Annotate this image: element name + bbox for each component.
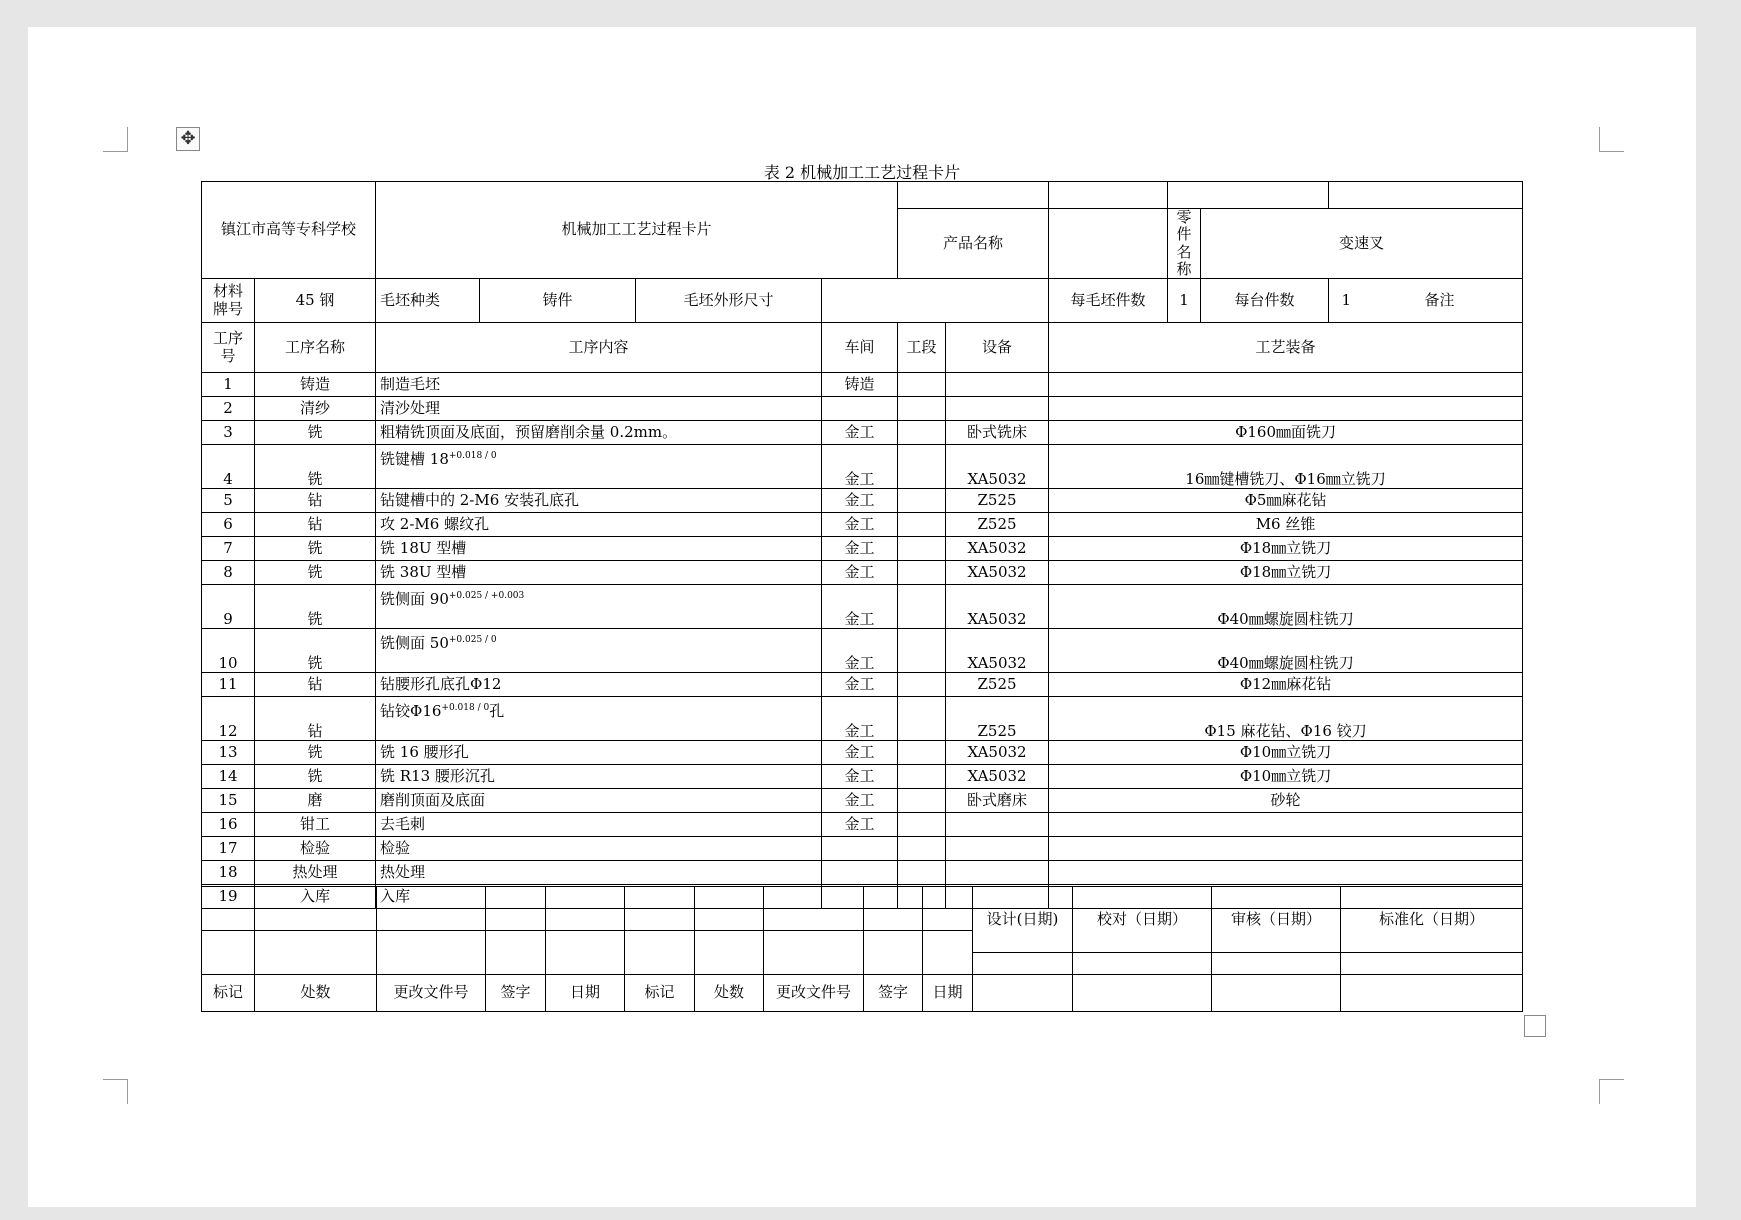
step-workshop: 金工 (822, 513, 898, 537)
step-section[interactable] (898, 421, 946, 445)
step-tooling: M6 丝锥 (1049, 513, 1523, 537)
table-row (202, 741, 1523, 765)
col-tooling-header: 工艺装备 (1049, 323, 1523, 373)
step-equipment (946, 373, 1049, 397)
step-equipment: XA5032 (946, 561, 1049, 585)
step-content-text: 入库 (380, 886, 411, 905)
step-equipment: 卧式铣床 (946, 421, 1049, 445)
step-content-text: 检验 (380, 838, 411, 857)
step-workshop: 金工 (822, 561, 898, 585)
col-seq-header: 工序号 (202, 323, 255, 373)
mark-label-2: 标记 (625, 975, 695, 1012)
step-content-text: 铣 R13 腰形沉孔 (380, 766, 495, 785)
process-card-table (201, 181, 1523, 909)
step-number: 17 (202, 837, 255, 861)
step-name: 钳工 (255, 813, 376, 837)
step-content-tail: 孔 (489, 702, 505, 720)
step-workshop: 金工 (822, 629, 898, 673)
part-name-label: 零件名称 (1168, 209, 1201, 279)
step-content-text: 铣键槽 18 (380, 450, 449, 468)
step-name: 铣 (255, 585, 376, 629)
table-row (202, 629, 1523, 673)
step-equipment (946, 861, 1049, 885)
step-section[interactable] (898, 741, 946, 765)
step-name: 钻 (255, 697, 376, 741)
step-workshop: 金工 (822, 813, 898, 837)
step-number: 4 (202, 445, 255, 489)
step-equipment: Z525 (946, 697, 1049, 741)
step-name: 热处理 (255, 861, 376, 885)
step-equipment: XA5032 (946, 629, 1049, 673)
school-name: 镇江市高等专科学校 (202, 182, 376, 279)
step-equipment: Z525 (946, 673, 1049, 697)
document-page (28, 27, 1696, 1207)
table-row (202, 585, 1523, 629)
step-content-text: 钻腰形孔底孔Φ12 (380, 674, 502, 693)
step-equipment (946, 813, 1049, 837)
step-tooling (1049, 837, 1523, 861)
material-value[interactable]: 45 钢 (255, 279, 376, 323)
step-workshop: 金工 (822, 789, 898, 813)
step-equipment: XA5032 (946, 537, 1049, 561)
step-content-text: 铣 38U 型槽 (380, 562, 467, 581)
step-name: 铣 (255, 765, 376, 789)
step-section[interactable] (898, 837, 946, 861)
step-number: 8 (202, 561, 255, 585)
table-row (202, 789, 1523, 813)
step-section[interactable] (898, 561, 946, 585)
step-name: 铣 (255, 629, 376, 673)
step-content[interactable] (376, 837, 822, 861)
count-label: 处数 (255, 975, 377, 1012)
step-workshop: 金工 (822, 445, 898, 489)
step-workshop: 金工 (822, 489, 898, 513)
step-content[interactable] (376, 373, 822, 397)
step-section[interactable] (898, 765, 946, 789)
step-content[interactable] (376, 741, 822, 765)
step-name: 铸造 (255, 373, 376, 397)
step-equipment: XA5032 (946, 445, 1049, 489)
step-section[interactable] (898, 397, 946, 421)
step-number: 2 (202, 397, 255, 421)
count-label-2: 处数 (695, 975, 764, 1012)
step-tooling: Φ40㎜螺旋圆柱铣刀 (1049, 585, 1523, 629)
step-workshop: 金工 (822, 741, 898, 765)
step-content-text: 铣 16 腰形孔 (380, 742, 469, 761)
step-number: 6 (202, 513, 255, 537)
step-workshop: 金工 (822, 421, 898, 445)
standard-date-label: 标准化（日期） (1341, 887, 1523, 953)
step-content[interactable] (376, 513, 822, 537)
step-section[interactable] (898, 537, 946, 561)
blank-type-value[interactable]: 铸件 (480, 279, 636, 323)
step-content[interactable] (376, 397, 822, 421)
step-name: 铣 (255, 421, 376, 445)
per-unit-label: 每台件数 (1201, 279, 1329, 323)
step-tooling: Φ18㎜立铣刀 (1049, 537, 1523, 561)
step-equipment: XA5032 (946, 741, 1049, 765)
step-content-text: 热处理 (380, 862, 426, 881)
step-number: 16 (202, 813, 255, 837)
tolerance-label: +0.025 / +0.003 (448, 591, 525, 601)
step-section[interactable] (898, 629, 946, 673)
step-tooling: Φ15 麻花钻、Φ16 铰刀 (1049, 697, 1523, 741)
step-name: 钻 (255, 489, 376, 513)
step-content[interactable] (376, 813, 822, 837)
step-content[interactable] (376, 489, 822, 513)
crop-mark-top-left (103, 127, 128, 152)
step-content-text: 制造毛坯 (380, 374, 441, 393)
col-equipment-header: 设备 (946, 323, 1049, 373)
step-workshop: 金工 (822, 765, 898, 789)
table-row (202, 765, 1523, 789)
step-tooling (1049, 861, 1523, 885)
col-content-header: 工序内容 (376, 323, 822, 373)
table-row (202, 861, 1523, 885)
table-row (202, 673, 1523, 697)
col-workshop-header: 车间 (822, 323, 898, 373)
step-name: 钻 (255, 673, 376, 697)
step-workshop: 铸造 (822, 373, 898, 397)
table-row (202, 813, 1523, 837)
step-name: 铣 (255, 741, 376, 765)
step-tooling: Φ160㎜面铣刀 (1049, 421, 1523, 445)
step-tooling: Φ5㎜麻花钻 (1049, 489, 1523, 513)
step-section[interactable] (898, 673, 946, 697)
step-tooling: Φ10㎜立铣刀 (1049, 741, 1523, 765)
sign-label-2: 签字 (864, 975, 923, 1012)
step-section[interactable] (898, 861, 946, 885)
sign-off-table (201, 886, 1523, 1012)
design-date-label: 设计(日期) (973, 887, 1073, 953)
blank-type-label: 毛坯种类 (376, 279, 480, 323)
table-row (202, 697, 1523, 741)
change-doc-label-2: 更改文件号 (764, 975, 864, 1012)
design-date-value[interactable] (973, 953, 1073, 975)
table-resize-handle[interactable] (1524, 1015, 1546, 1037)
step-equipment (946, 397, 1049, 421)
step-name: 钻 (255, 513, 376, 537)
table-row (202, 561, 1523, 585)
step-tooling: Φ18㎜立铣刀 (1049, 561, 1523, 585)
check-date-label: 校对（日期） (1073, 887, 1212, 953)
step-content-text: 粗精铣顶面及底面，预留磨削余量 0.2mm。 (380, 422, 678, 441)
review-date-value[interactable] (1212, 953, 1341, 975)
step-content-text: 钻铰Φ16 (380, 702, 442, 720)
product-name-label: 产品名称 (898, 209, 1049, 279)
tolerance-label: +0.018 / 0 (448, 451, 497, 461)
product-name-value[interactable] (1049, 209, 1168, 279)
step-name: 铣 (255, 445, 376, 489)
table-move-handle-icon[interactable]: ✥ (176, 127, 200, 151)
step-workshop: 金工 (822, 537, 898, 561)
standard-date-value[interactable] (1341, 953, 1523, 975)
crop-mark-bottom-left (103, 1079, 128, 1104)
step-name: 入库 (255, 885, 376, 909)
step-section[interactable] (898, 489, 946, 513)
step-content-text: 清沙处理 (380, 398, 441, 417)
step-content-text: 攻 2-M6 螺纹孔 (380, 514, 490, 533)
col-name-header: 工序名称 (255, 323, 376, 373)
blank-size-value[interactable] (822, 279, 1049, 323)
step-section[interactable] (898, 789, 946, 813)
step-equipment: XA5032 (946, 585, 1049, 629)
step-content-text: 磨削顶面及底面 (380, 790, 486, 809)
step-number: 15 (202, 789, 255, 813)
step-equipment: 卧式磨床 (946, 789, 1049, 813)
step-tooling: 砂轮 (1049, 789, 1523, 813)
card-title: 机械加工工艺过程卡片 (376, 182, 898, 279)
table-row (202, 397, 1523, 421)
step-number: 10 (202, 629, 255, 673)
step-content[interactable] (376, 445, 822, 489)
step-section[interactable] (898, 585, 946, 629)
step-equipment: XA5032 (946, 765, 1049, 789)
table-row (202, 445, 1523, 489)
step-tooling: Φ10㎜立铣刀 (1049, 765, 1523, 789)
date-label-2: 日期 (923, 975, 973, 1012)
step-number: 19 (202, 885, 255, 909)
table-row (202, 373, 1523, 397)
step-tooling: Φ12㎜麻花钻 (1049, 673, 1523, 697)
step-workshop: 金工 (822, 585, 898, 629)
step-content-text: 铣侧面 90 (380, 590, 449, 608)
step-content[interactable] (376, 421, 822, 445)
step-content[interactable] (376, 789, 822, 813)
step-name: 检验 (255, 837, 376, 861)
tolerance-label: +0.025 / 0 (448, 635, 497, 645)
remark-label (1329, 279, 1523, 323)
step-tooling (1049, 373, 1523, 397)
table-caption: 表 2 机械加工工艺过程卡片 (763, 163, 961, 182)
step-tooling: 16㎜键槽铣刀、Φ16㎜立铣刀 (1049, 445, 1523, 489)
crop-mark-top-right (1599, 127, 1624, 152)
blank-size-label: 毛坯外形尺寸 (636, 279, 822, 323)
table-row (202, 489, 1523, 513)
step-number: 18 (202, 861, 255, 885)
step-tooling: Φ40㎜螺旋圆柱铣刀 (1049, 629, 1523, 673)
per-unit-value[interactable]: 1 (1341, 290, 1352, 309)
step-section[interactable] (898, 373, 946, 397)
step-content-text: 铣 18U 型槽 (380, 538, 467, 557)
table-row (202, 537, 1523, 561)
step-number: 12 (202, 697, 255, 741)
step-number: 9 (202, 585, 255, 629)
remark-text: 备注 (1424, 290, 1455, 309)
step-equipment: Z525 (946, 489, 1049, 513)
step-tooling (1049, 397, 1523, 421)
step-name: 铣 (255, 537, 376, 561)
table-row (202, 421, 1523, 445)
step-workshop: 金工 (822, 697, 898, 741)
material-label: 材料牌号 (202, 279, 255, 323)
step-workshop (822, 837, 898, 861)
step-name: 铣 (255, 561, 376, 585)
step-name: 磨 (255, 789, 376, 813)
step-section[interactable] (898, 445, 946, 489)
step-content[interactable] (376, 629, 822, 673)
tolerance-label: +0.018 / 0 (441, 703, 490, 713)
step-content-text: 去毛刺 (380, 814, 426, 833)
mark-label: 标记 (202, 975, 255, 1012)
review-date-label: 审核（日期） (1212, 887, 1341, 953)
step-content[interactable] (376, 765, 822, 789)
step-content[interactable] (376, 537, 822, 561)
step-content[interactable] (376, 673, 822, 697)
table-row (202, 513, 1523, 537)
step-number: 11 (202, 673, 255, 697)
step-tooling (1049, 813, 1523, 837)
step-content[interactable] (376, 697, 822, 741)
part-name-value[interactable]: 变速叉 (1201, 209, 1523, 279)
step-workshop (822, 397, 898, 421)
step-equipment (946, 837, 1049, 861)
per-blank-value[interactable]: 1 (1168, 279, 1201, 323)
table-row (202, 837, 1523, 861)
step-content[interactable] (376, 861, 822, 885)
step-content-text: 钻键槽中的 2-M6 安装孔底孔 (380, 490, 580, 509)
step-section[interactable] (898, 813, 946, 837)
step-number: 13 (202, 741, 255, 765)
change-doc-label: 更改文件号 (377, 975, 486, 1012)
col-section-header: 工段 (898, 323, 946, 373)
crop-mark-bottom-right (1599, 1079, 1624, 1104)
step-number: 14 (202, 765, 255, 789)
step-content[interactable] (376, 585, 822, 629)
step-section[interactable] (898, 697, 946, 741)
date-label: 日期 (546, 975, 625, 1012)
step-number: 7 (202, 537, 255, 561)
sign-label: 签字 (486, 975, 546, 1012)
step-content[interactable] (376, 561, 822, 585)
step-section[interactable] (898, 513, 946, 537)
step-name: 清纱 (255, 397, 376, 421)
check-date-value[interactable] (1073, 953, 1212, 975)
step-number: 3 (202, 421, 255, 445)
step-workshop: 金工 (822, 673, 898, 697)
step-content-text: 铣侧面 50 (380, 634, 449, 652)
step-workshop (822, 861, 898, 885)
step-equipment: Z525 (946, 513, 1049, 537)
step-number: 1 (202, 373, 255, 397)
step-number: 5 (202, 489, 255, 513)
per-blank-label: 每毛坯件数 (1049, 279, 1168, 323)
